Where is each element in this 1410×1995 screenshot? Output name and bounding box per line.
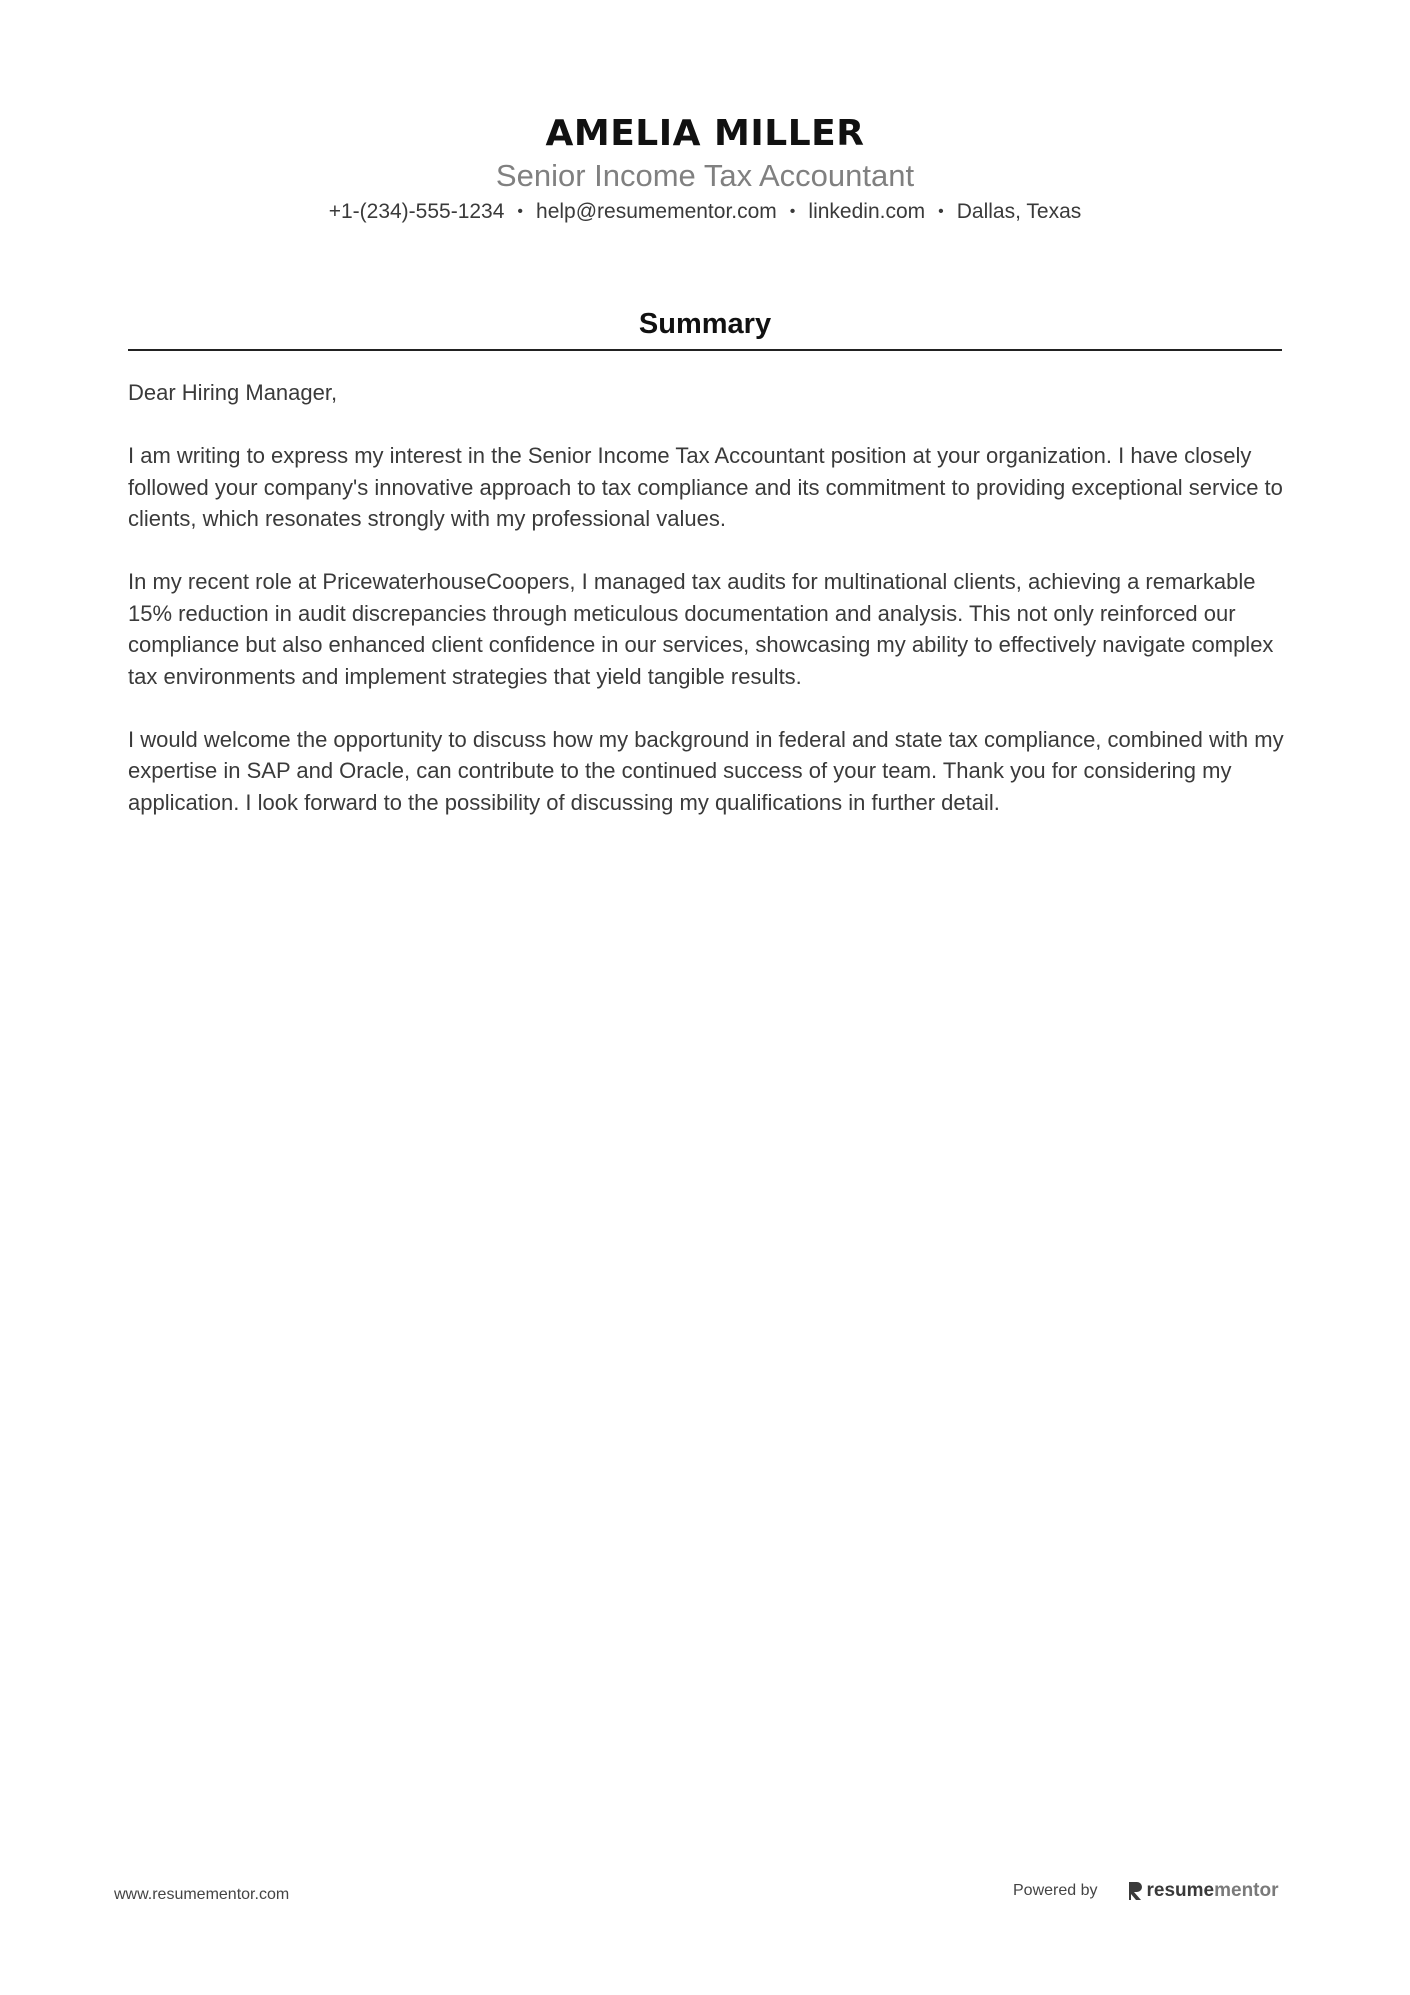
contact-phone: +1-(234)-555-1234 [328, 200, 505, 223]
letter-body [128, 377, 1286, 850]
footer-powered-by [1013, 1881, 1279, 1901]
section-divider [128, 349, 1282, 351]
contact-line [0, 198, 1410, 226]
brand-logo [1128, 1881, 1279, 1901]
resumementor-logo-icon [1128, 1881, 1142, 1901]
contact-location: Dallas, Texas [956, 200, 1082, 223]
candidate-name: AMELIA MILLER [545, 113, 865, 154]
separator-dot: • [938, 203, 944, 220]
job-title: Senior Income Tax Accountant [495, 158, 915, 193]
header [0, 112, 1410, 226]
separator-dot: • [789, 203, 796, 220]
letter-paragraph: I would welcome the opportunity to discuss how my background in federal and state tax compliance, combined with my expertise in SAP and Oracle, can contribute to the continued success of your team. Thank you for considering my application. I look forward to the possibility of discussing my qualifications in further detail. [128, 726, 1284, 815]
contact-email: help@resumementor.com [536, 200, 777, 223]
separator-dot: • [517, 203, 524, 220]
section-title-summary: Summary [638, 308, 772, 340]
brand-text-mentor: mentor [1214, 1880, 1279, 1901]
contact-linkedin: linkedin.com [808, 200, 926, 223]
letter-paragraph: In my recent role at PricewaterhouseCoopers, I managed tax audits for multinational clients, achieving a remarkable 15% reduction in audit discrepancies through meticulous documentation and analysis. This not only reinforced our compliance but also enhanced client confidence in our services, showcasing my ability to effectively navigate complex tax environments and implement strategies that yield tangible results. [128, 569, 1274, 689]
footer-website: www.resumementor.com [114, 1886, 290, 1903]
letter-paragraph: I am writing to express my interest in the Senior Income Tax Accountant position at your organization. I have closely followed your company's innovative approach to tax compliance and its commitment to providing exceptional service to clients, which resonates strongly with my professional values. [128, 443, 1283, 531]
brand-text-resume: resume [1146, 1880, 1215, 1901]
powered-by-label: Powered by [1013, 1882, 1098, 1899]
letter-salutation: Dear Hiring Manager, [128, 380, 338, 405]
